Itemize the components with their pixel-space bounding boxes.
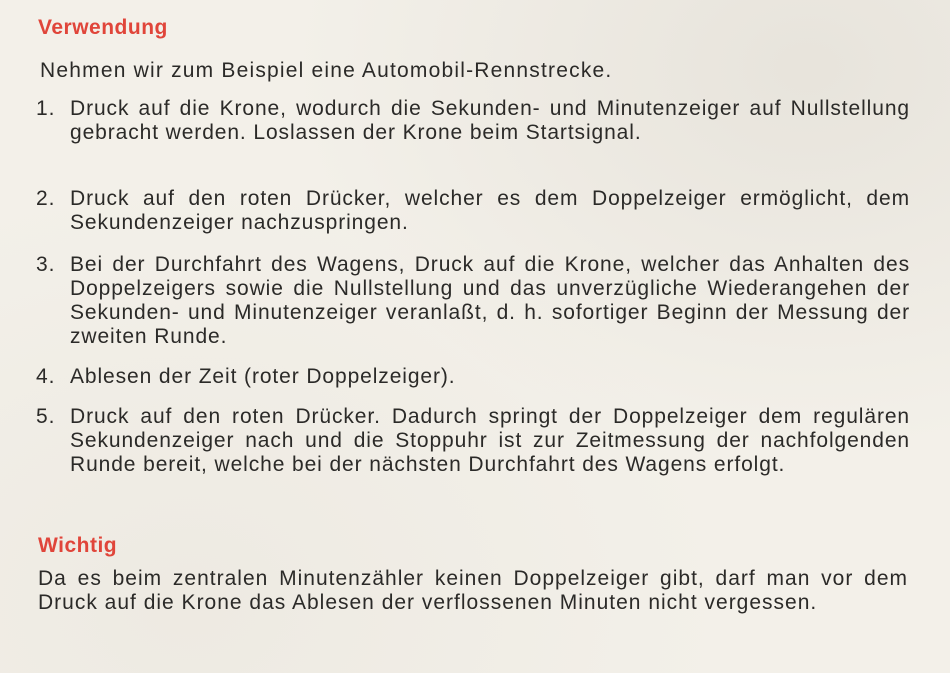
step-text: Druck auf den roten Drücker. Dadurch springt der Doppelzeiger dem regulären Sekundenzeiger nach und die Stoppuhr ist zur Zeitmessung der nachfolgenden Runde bereit, welche bei der nächsten Durchfahrt des Wagens erfolgt. — [70, 405, 910, 476]
step-text: Druck auf die Krone, wodurch die Sekunden- und Minutenzeiger auf Nullstellung gebracht werden. Loslassen der Krone beim Startsignal. — [70, 97, 910, 144]
step-text: Ablesen der Zeit (roter Doppelzeiger). — [70, 365, 456, 388]
step-text: Bei der Durchfahrt des Wagens, Druck auf die Krone, welcher das Anhalten des Doppelzeigers sowie die Nullstellung und das unverzügliche Wiederangehen der Sekunden- und Minutenzeiger veranlaßt, d. h. sofortiger Beginn der Messung der zweiten Runde. — [70, 253, 910, 348]
step-number: 2. — [36, 187, 56, 210]
step-text: Druck auf den roten Drücker, welcher es dem Doppelzeiger ermöglicht, dem Sekundenzeiger nachzuspringen. — [70, 187, 910, 234]
step-number: 3. — [36, 253, 56, 276]
step-number: 1. — [36, 97, 56, 120]
step-item — [36, 187, 910, 235]
important-text: Da es beim zentralen Minutenzähler keinen Doppelzeiger gibt, darf man vor dem Druck auf die Krone das Ablesen der verflossenen Minuten nicht vergessen. — [38, 567, 908, 614]
step-item — [36, 365, 910, 389]
heading-usage: Verwendung — [38, 16, 168, 39]
intro-text: Nehmen wir zum Beispiel eine Automobil-Rennstrecke. — [40, 59, 613, 82]
step-number: 4. — [36, 365, 56, 388]
step-item — [36, 405, 910, 477]
step-number: 5. — [36, 405, 56, 428]
heading-important: Wichtig — [38, 534, 118, 557]
step-item — [36, 253, 910, 349]
step-item — [36, 97, 910, 145]
